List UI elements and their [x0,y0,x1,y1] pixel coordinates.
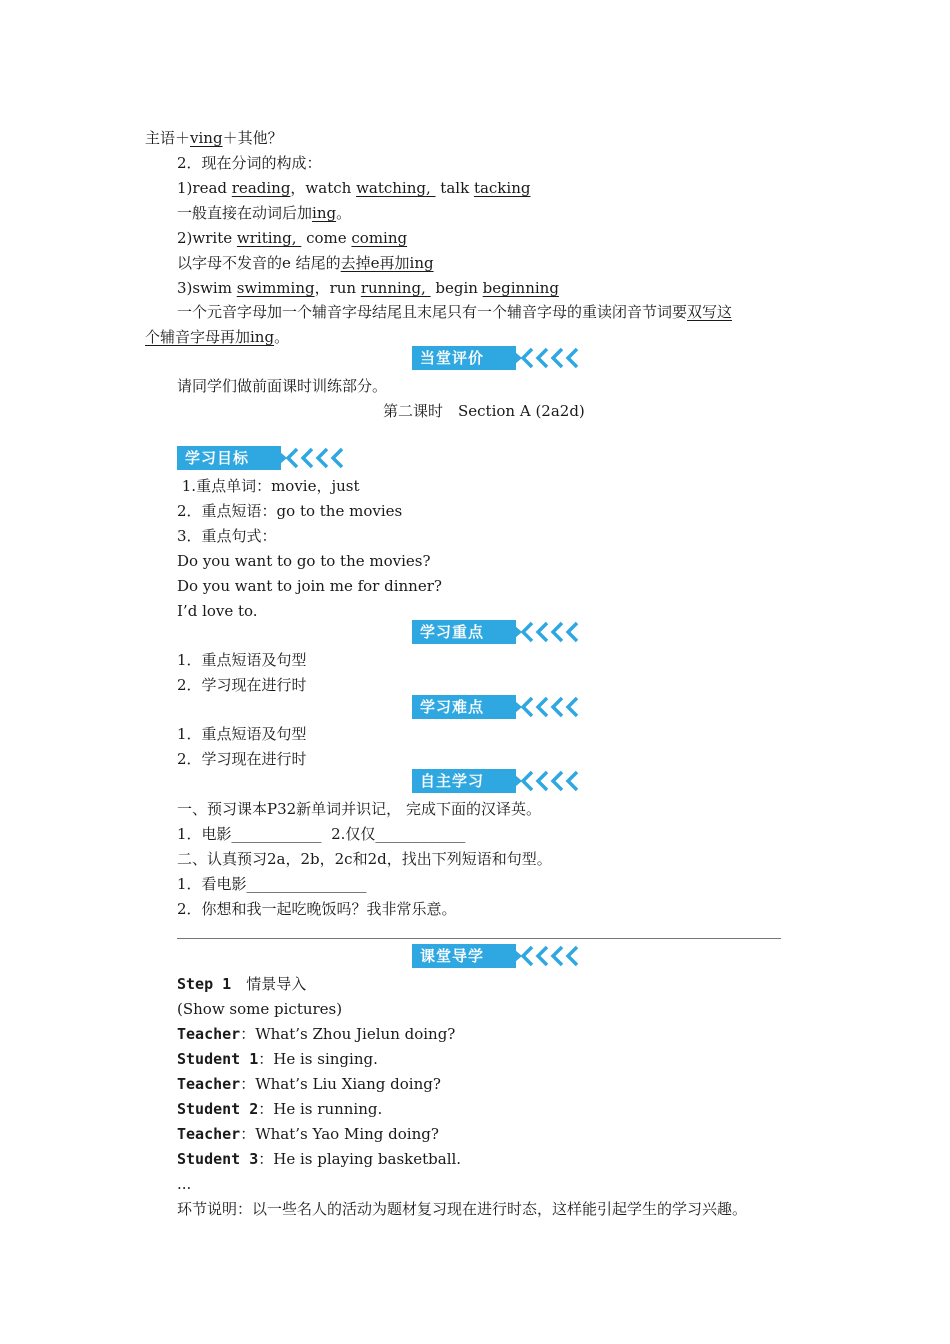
text-line: 2．现在分词的构成： [177,154,322,172]
text-line [145,128,283,148]
answer-text: ing [312,204,337,222]
section-banner-class-guide [412,944,580,968]
chevrons-icon [518,945,580,967]
text-line [177,178,530,198]
dialogue-line [177,1024,455,1044]
text-line: 3．重点句式： [177,527,277,545]
text-line: 1.重点单词：movie，just [177,477,360,495]
text: 主语＋ [145,129,191,147]
text: 情景导入 [231,975,307,993]
text: ：What’s Liu Xiang doing? [240,1075,441,1093]
text: come [301,229,352,247]
dialogue-line [177,1099,382,1119]
text: ，run [314,279,361,297]
text-line: Do you want to join me for dinner? [177,577,442,595]
text: ：What’s Zhou Jielun doing? [240,1025,456,1043]
text-line: 2．重点短语：go to the movies [177,502,403,520]
speaker-label: Student 1 [177,1050,259,1068]
text-line: 2．学习现在进行时 [177,676,307,694]
answer-text: 个辅音字母再加ing [145,328,275,346]
step-label: Step 1 [177,975,232,993]
section-banner-self-study [412,769,580,793]
answer-text: swimming [236,279,315,297]
text-line: Do you want to go to the movies? [177,552,431,570]
chevrons-icon [518,770,580,792]
speaker-label: Student 3 [177,1150,259,1168]
chevrons-icon [518,696,580,718]
text: 。 [274,328,290,346]
text-line [177,302,732,322]
banner-label: 学习难点 [412,695,516,719]
divider [177,938,781,939]
text: 一个元音字母加一个辅音字母结尾且末尾只有一个辅音字母的重读闭音节词要 [177,303,688,321]
text: 一般直接在动词后加 [177,204,313,222]
section-banner-objectives [177,446,345,470]
text-line: 1．重点短语及句型 [177,651,307,669]
text-line [177,974,306,994]
answer-text: ving [190,129,223,147]
chevrons-icon [518,347,580,369]
text: ：He is playing basketball. [258,1150,462,1168]
banner-label: 课堂导学 [412,944,516,968]
answer-text: coming [351,229,408,247]
answer-text: reading [231,179,291,197]
text-line: 1．重点短语及句型 [177,725,307,743]
text-line [177,278,559,298]
dialogue-line [177,1049,378,1069]
banner-label: 学习目标 [177,446,281,470]
text-line: 请同学们做前面课时训练部分。 [177,377,388,395]
section-banner-key-points [412,620,580,644]
banner-label: 学习重点 [412,620,516,644]
speaker-label: Student 2 [177,1100,259,1118]
chevrons-icon [283,447,345,469]
speaker-label: Teacher [177,1125,241,1143]
text-line: ... [177,1175,192,1193]
answer-text: watching, [356,179,436,197]
dialogue-line [177,1124,439,1144]
text: 1)read [177,179,232,197]
lesson-title: 第二课时 Section A (2a2d) [383,402,585,420]
text: 2)write [177,229,237,247]
chevrons-icon [518,621,580,643]
text: ：He is singing. [258,1050,378,1068]
text: 3)swim [177,279,237,297]
text-line: 2．学习现在进行时 [177,750,307,768]
text: ：What’s Yao Ming doing? [240,1125,439,1143]
section-banner-evaluation [412,346,580,370]
text: 以字母不发音的e 结尾的 [177,254,341,272]
text: ：He is running. [258,1100,383,1118]
text-line [177,203,351,223]
text: talk [435,179,474,197]
answer-text: running, [360,279,431,297]
answer-text: tacking [473,179,531,197]
text-line: (Show some pictures) [177,1000,343,1018]
fill-blank-line: 1．电影____________ 2.仅仅____________ [177,825,466,843]
text-line [177,228,407,248]
answer-text: 去掉e再加ing [340,254,434,272]
banner-label: 当堂评价 [412,346,516,370]
text-line: 一、预习课本P32新单词并识记， 完成下面的汉译英。 [177,800,541,818]
text-line: I’d love to. [177,602,258,620]
text-line [177,253,434,273]
banner-label: 自主学习 [412,769,516,793]
text-line: 2．你想和我一起吃晚饭吗？我非常乐意。 [177,900,457,918]
text: ＋其他？ [222,129,283,147]
text-line: 二、认真预习2a，2b，2c和2d，找出下列短语和句型。 [177,850,552,868]
text: begin [430,279,483,297]
speaker-label: Teacher [177,1075,241,1093]
text: 。 [336,204,352,222]
answer-text: writing, [236,229,302,247]
speaker-label: Teacher [177,1025,241,1043]
text-line [145,327,289,347]
dialogue-line [177,1149,461,1169]
text: ，watch [290,179,357,197]
section-banner-difficulties [412,695,580,719]
answer-text: beginning [482,279,559,297]
text-line: 环节说明：以一些名人的活动为题材复习现在进行时态，这样能引起学生的学习兴趣。 [177,1200,748,1218]
dialogue-line [177,1074,441,1094]
answer-text: 双写这 [687,303,733,321]
fill-blank-line: 1．看电影________________ [177,875,367,893]
